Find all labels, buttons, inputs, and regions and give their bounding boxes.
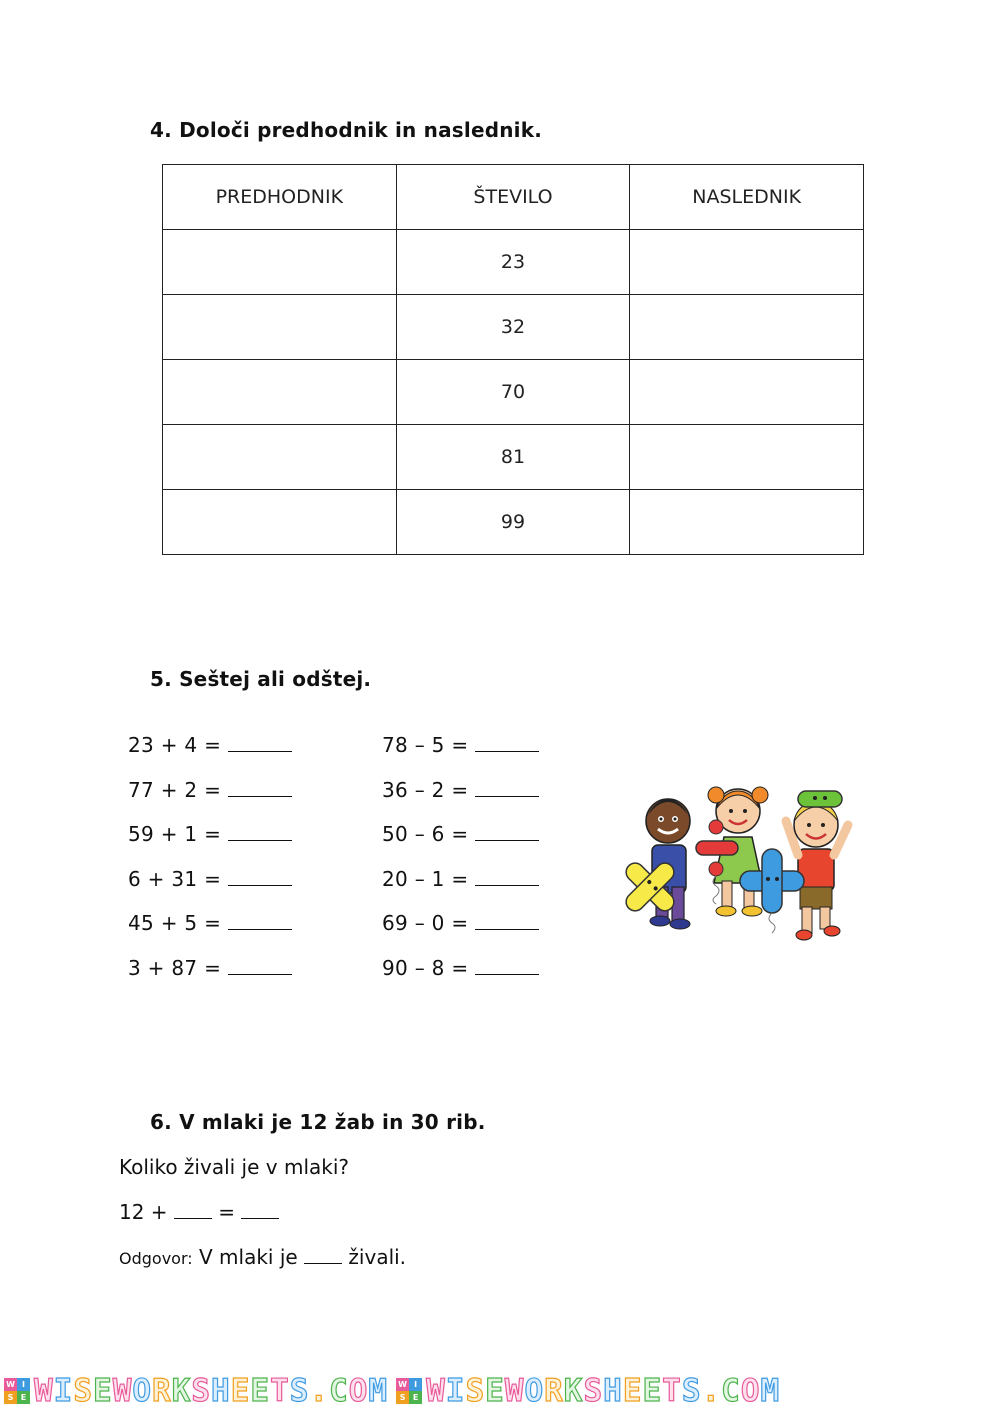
successor-cell[interactable] [630, 425, 864, 490]
answer-blank[interactable] [475, 928, 539, 930]
equation-left-6 [128, 956, 292, 980]
table-header-row [163, 165, 864, 230]
equation-text: 36 – 2 = [382, 778, 469, 802]
answer-blank[interactable] [228, 973, 292, 975]
number-cell: 23 [396, 230, 630, 295]
equation-left-1 [128, 733, 292, 757]
table-row [163, 360, 864, 425]
equation-right-4 [382, 867, 539, 891]
header-predecessor: PREDHODNIK [163, 165, 397, 230]
equation-text: 90 – 8 = [382, 956, 469, 980]
equation-text: 59 + 1 = [128, 822, 222, 846]
logo-letter: E [409, 1391, 422, 1404]
equation-text: 77 + 2 = [128, 778, 222, 802]
predecessor-successor-table [162, 164, 864, 555]
table-row [163, 295, 864, 360]
successor-cell[interactable] [630, 490, 864, 555]
equation-text: 3 + 87 = [128, 956, 222, 980]
header-successor: NASLEDNIK [630, 165, 864, 230]
predecessor-cell[interactable] [163, 490, 397, 555]
answer-blank[interactable] [228, 884, 292, 886]
logo-letter: W [4, 1378, 17, 1391]
addend-blank[interactable] [174, 1217, 212, 1219]
logo-letter: E [17, 1391, 30, 1404]
task6-question: Koliko živali je v mlaki? [119, 1155, 350, 1179]
brand-logo-icon [4, 1378, 30, 1404]
kids-math-symbols-illustration [612, 775, 862, 950]
logo-letter: S [396, 1391, 409, 1404]
equation-right-1 [382, 733, 539, 757]
equation-left-3 [128, 822, 292, 846]
answer-blank[interactable] [228, 795, 292, 797]
equals-sign: = [218, 1200, 236, 1224]
equation-right-3 [382, 822, 539, 846]
number-cell: 81 [396, 425, 630, 490]
answer-blank[interactable] [475, 795, 539, 797]
brand-block [4, 1373, 388, 1409]
equation-left-2 [128, 778, 292, 802]
equation-start: 12 + [119, 1200, 168, 1224]
answer-blank[interactable] [228, 839, 292, 841]
number-cell: 70 [396, 360, 630, 425]
successor-cell[interactable] [630, 360, 864, 425]
task6-title: 6. V mlaki je 12 žab in 30 rib. [150, 1110, 486, 1134]
number-cell: 32 [396, 295, 630, 360]
answer-blank[interactable] [228, 928, 292, 930]
sum-blank[interactable] [241, 1217, 279, 1219]
predecessor-cell[interactable] [163, 295, 397, 360]
successor-cell[interactable] [630, 230, 864, 295]
header-number: ŠTEVILO [396, 165, 630, 230]
equation-text: 78 – 5 = [382, 733, 469, 757]
answer-label: Odgovor: [119, 1249, 193, 1268]
successor-cell[interactable] [630, 295, 864, 360]
logo-letter: W [396, 1378, 409, 1391]
logo-letter: I [17, 1378, 30, 1391]
answer-blank[interactable] [228, 750, 292, 752]
answer-blank[interactable] [304, 1262, 342, 1264]
table-row [163, 425, 864, 490]
answer-text-end: živali. [348, 1245, 407, 1269]
logo-letter: I [409, 1378, 422, 1391]
equation-text: 50 – 6 = [382, 822, 469, 846]
answer-blank[interactable] [475, 750, 539, 752]
equation-text: 69 – 0 = [382, 911, 469, 935]
footer-watermark [0, 1368, 1000, 1413]
equation-left-5 [128, 911, 292, 935]
equation-right-5 [382, 911, 539, 935]
table-row [163, 490, 864, 555]
brand-logo-icon [396, 1378, 422, 1404]
equation-text: 20 – 1 = [382, 867, 469, 891]
predecessor-cell[interactable] [163, 230, 397, 295]
minus-symbol [798, 791, 842, 807]
brand-text: WISEWORKSHEETS.COM [426, 1372, 781, 1409]
equation-right-2 [382, 778, 539, 802]
answer-blank[interactable] [475, 884, 539, 886]
answer-blank[interactable] [475, 973, 539, 975]
equation-right-6 [382, 956, 539, 980]
task6-equation [119, 1200, 279, 1224]
brand-text: WISEWORKSHEETS.COM [34, 1372, 389, 1409]
brand-block [396, 1373, 780, 1409]
equation-text: 6 + 31 = [128, 867, 222, 891]
predecessor-cell[interactable] [163, 360, 397, 425]
task4-title: 4. Določi predhodnik in naslednik. [150, 118, 543, 142]
equation-text: 45 + 5 = [128, 911, 222, 935]
task6-answer [119, 1245, 406, 1269]
answer-blank[interactable] [475, 839, 539, 841]
task5-title: 5. Seštej ali odštej. [150, 667, 372, 691]
answer-text-start: V mlaki je [199, 1245, 298, 1269]
number-cell: 99 [396, 490, 630, 555]
equation-left-4 [128, 867, 292, 891]
predecessor-cell[interactable] [163, 425, 397, 490]
equation-text: 23 + 4 = [128, 733, 222, 757]
logo-letter: S [4, 1391, 17, 1404]
table-row [163, 230, 864, 295]
